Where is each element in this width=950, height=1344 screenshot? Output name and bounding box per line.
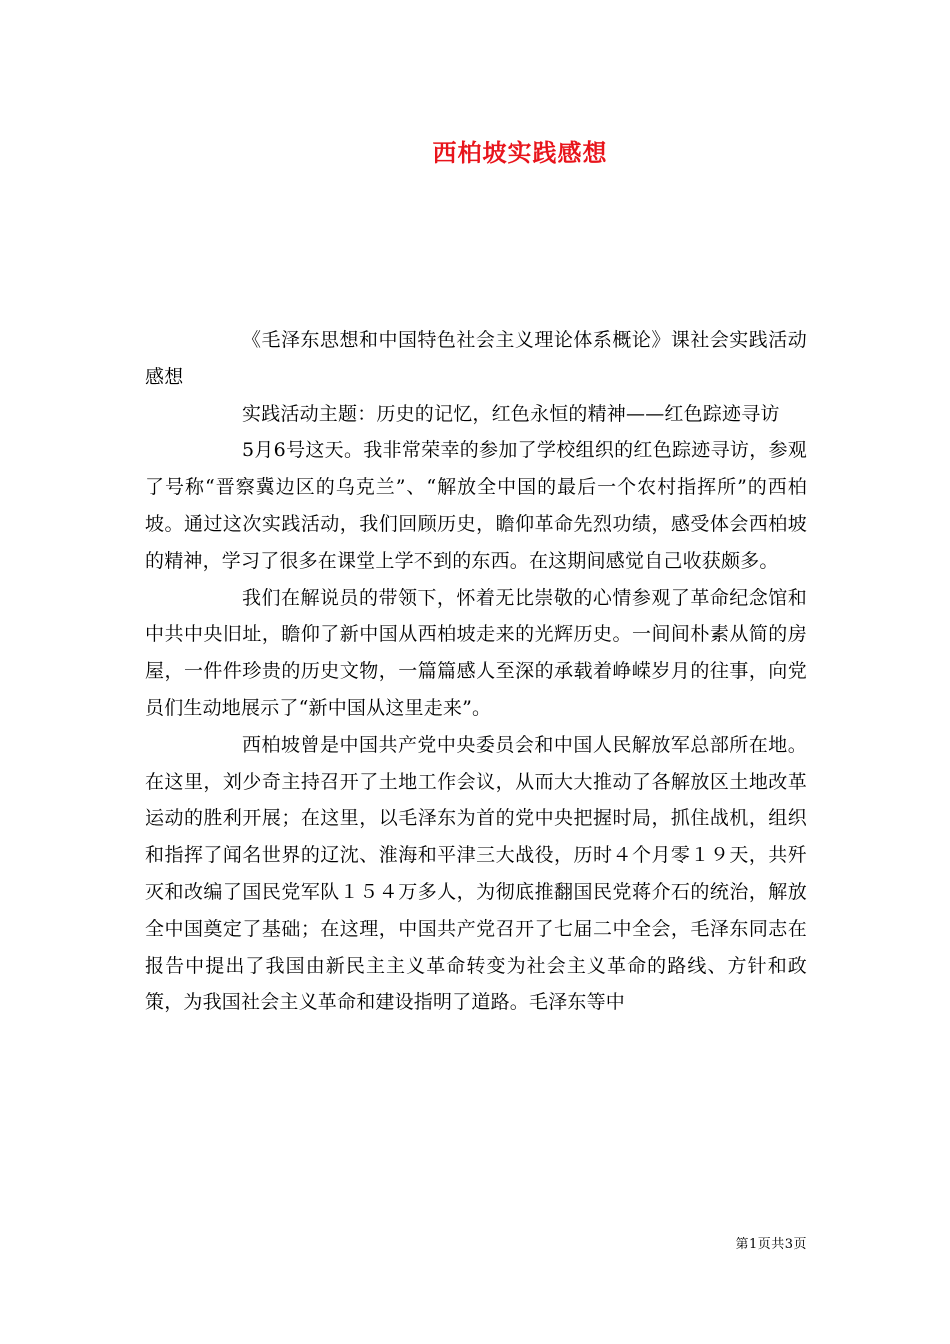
paragraph-xibaipo-history: 西柏坡曾是中国共产党中央委员会和中国人民解放军总部所在地。在这里，刘少奇主持召开了土地工作会议，从而大大推动了各解放区土地改革运动的胜利开展；在这里，以毛泽东为首的党中央把握时局，抓住战机，组织和指挥了闻名世界的辽沈、淮海和平津三大战役，历时４个月零１９天，共歼灭和改编了国民党军队１５４万多人，为彻底推翻国民党蒋介石的统治，解放全中国奠定了基础；在这理，中国共产党召开了七届二中全会，毛泽东同志在报告中提出了我国由新民主主义革命转变为社会主义革命的路线、方针和政策，为我国社会主义革命和建设指明了道路。毛泽东等中 — [145, 733, 807, 1014]
page-number-footer: 第1页共3页 — [735, 1237, 807, 1252]
paragraph-activity-theme: 实践活动主题：历史的记忆，红色永恒的精神——红色踪迹寻访 — [242, 402, 780, 425]
document-title: 西柏坡实践感想 — [432, 138, 608, 167]
paragraph-course-heading: 《毛泽东思想和中国特色社会主义理论体系概论》课社会实践活动感想 — [145, 329, 807, 388]
document-body — [145, 322, 807, 1021]
paragraph-museum-visit: 我们在解说员的带领下，怀着无比崇敬的心情参观了革命纪念馆和中共中央旧址，瞻仰了新中国从西柏坡走来的光辉历史。一间间朴素从简的房屋，一件件珍贵的历史文物，一篇篇感人至深的承载着峥嵘岁月的往事，向党员们生动地展示了“新中国从这里走来”。 — [145, 586, 807, 719]
paragraph-visit-intro: 5月6号这天。我非常荣幸的参加了学校组织的红色踪迹寻访，参观了号称“晋察冀边区的乌克兰”、“解放全中国的最后一个农村指挥所”的西柏坡。通过这次实践活动，我们回顾历史，瞻仰革命先烈功绩，感受体会西柏坡的精神，学习了很多在课堂上学不到的东西。在这期间感觉自己收获颇多。 — [145, 439, 807, 572]
